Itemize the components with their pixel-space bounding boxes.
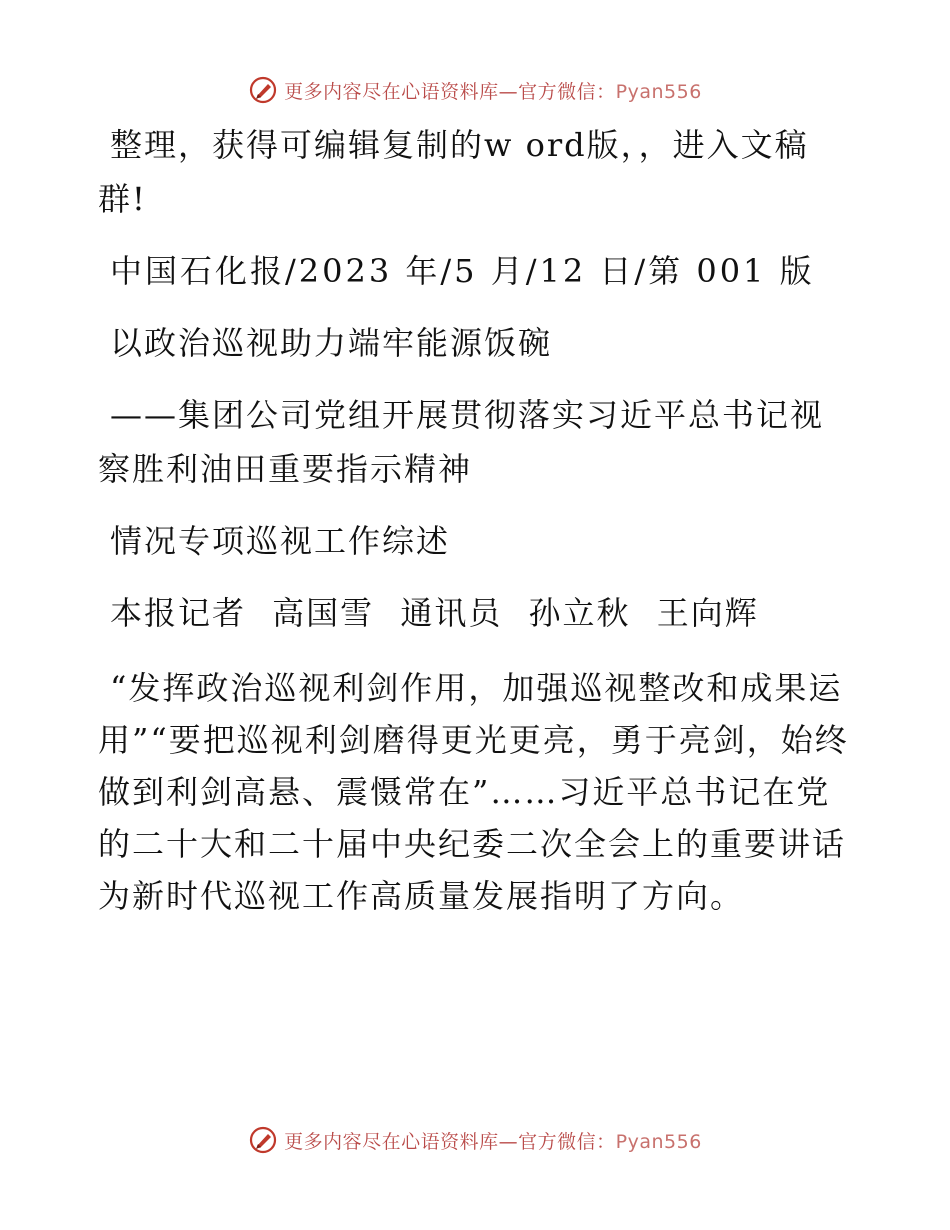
document-body <box>98 118 853 942</box>
intro-paragraph: 整理，获得可编辑复制的w ord版，，进入文稿群! <box>98 126 809 218</box>
header-banner-text: 更多内容尽在心语资料库—官方微信：Pyan556 <box>284 80 702 103</box>
footer-banner-text: 更多内容尽在心语资料库—官方微信：Pyan556 <box>284 1130 702 1153</box>
header-banner <box>0 70 950 110</box>
article-subtitle: ——集团公司党组开展贯彻落实习近平总书记视察胜利油田重要指示精神 <box>98 396 825 488</box>
pen-logo-icon <box>248 1125 278 1155</box>
header-wechat-id: Pyan556 <box>615 80 702 103</box>
footer-banner <box>0 1120 950 1160</box>
body-paragraph: “发挥政治巡视利剑作用，加强巡视整改和成果运用”“要把巡视利剑磨得更光更亮，勇于亮剑，始终做到利剑高悬、震慑常在”……习近平总书记在党的二十大和二十届中央纪委二次全会上的重要讲话为新时代巡视工作高质量发展指明了方向。 <box>98 669 849 915</box>
article-subtitle-continued: 情况专项巡视工作综述 <box>110 522 451 560</box>
article-title: 以政治巡视助力端牢能源饭碗 <box>110 324 553 362</box>
pen-logo-icon <box>248 75 278 105</box>
footer-wechat-id: Pyan556 <box>615 1130 702 1153</box>
source-line: 中国石化报/2023 年/5 月/12 日/第 001 版 <box>110 252 815 290</box>
byline: 本报记者 高国雪 通讯员 孙立秋 王向辉 <box>110 594 759 632</box>
